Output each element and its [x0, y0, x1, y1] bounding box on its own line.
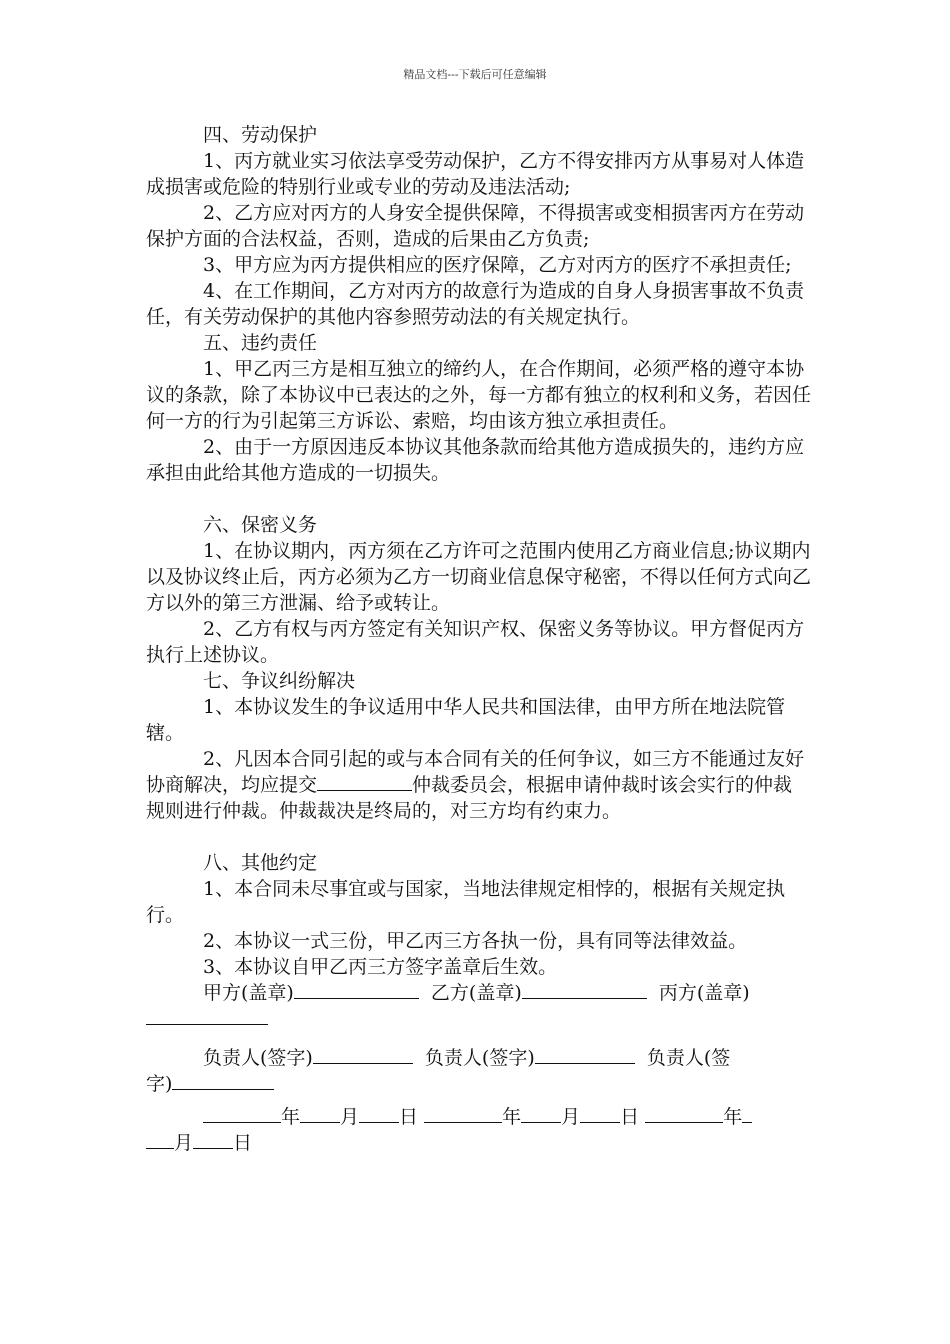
party-c-seal-blank: [146, 1006, 268, 1025]
signature-line: [146, 1045, 811, 1071]
party-a-seal-label: 甲方(盖章): [203, 982, 294, 1004]
section-title: 四、劳动保护: [203, 124, 318, 146]
year-label: 年: [281, 1106, 301, 1128]
section-title: 七、争议纠纷解决: [203, 670, 356, 692]
party-b-seal-label: 乙方(盖章): [430, 982, 522, 1004]
day-label: 日: [399, 1106, 419, 1128]
clause: 1、本协议发生的争议适用中华人民共和国法律，由甲方所在地法院管辖。: [146, 696, 786, 744]
clause: 1、本合同未尽事宜或与国家，当地法律规定相悖的，根据有关规定执行。: [146, 878, 786, 926]
seal-line: [146, 980, 811, 1006]
day-c-blank: [193, 1130, 233, 1149]
responsible-a-label: 负责人(签字): [203, 1047, 313, 1069]
year-a-blank: [203, 1104, 281, 1123]
section-title: 八、其他约定: [203, 852, 318, 874]
page-header: 精品文档---下载后可任意编辑: [403, 68, 547, 81]
clause: 1、丙方就业实习依法享受劳动保护，乙方不得安排丙方从事易对人体造成损害或危险的特别行业或专业的劳动及违法活动;: [146, 150, 805, 198]
year-label: 年: [723, 1106, 743, 1128]
year-c-blank: [645, 1104, 723, 1123]
month-label: 月: [174, 1132, 194, 1154]
section-title: 六、保密义务: [203, 514, 318, 536]
arbitration-text-after: 仲裁委员会，根据申请仲裁时该会实行的仲裁规则进行仲裁。仲裁裁决是终局的，对三方均有约束力。: [146, 774, 793, 822]
clause: 2、本协议一式三份，甲乙丙三方各执一份，具有同等法律效益。: [203, 930, 748, 952]
day-b-blank: [580, 1104, 620, 1123]
month-label: 月: [340, 1106, 360, 1128]
date-line-cont: [146, 1130, 811, 1156]
month-b-blank: [521, 1104, 561, 1123]
clause: 3、本协议自甲乙丙三方签字盖章后生效。: [203, 956, 558, 978]
responsible-b-blank: [535, 1045, 635, 1064]
responsible-c-label-tail: 字): [146, 1073, 173, 1095]
month-c-blank: [146, 1130, 174, 1149]
year-label: 年: [502, 1106, 522, 1128]
date-line: [146, 1104, 811, 1130]
clause: 2、由于一方原因违反本协议其他条款而给其他方造成损失的，违约方应承担由此给其他方造成的一切损失。: [146, 436, 805, 484]
month-c-blank-start: [742, 1104, 752, 1123]
arbitration-text-before: 2、凡因本合同引起的或与本合同有关的任何争议，如三方不能通过友好协商解决，均应提交: [146, 748, 805, 796]
day-label: 日: [620, 1106, 640, 1128]
signature-line-cont: [146, 1071, 811, 1097]
year-b-blank: [424, 1104, 502, 1123]
party-a-seal-blank: [294, 980, 419, 999]
responsible-c-label: 负责人(签: [646, 1047, 731, 1069]
section-title: 五、违约责任: [203, 332, 318, 354]
clause: 3、甲方应为丙方提供相应的医疗保障，乙方对丙方的医疗不承担责任;: [203, 254, 792, 276]
party-c-seal-label: 丙方(盖章): [658, 982, 750, 1004]
arbitration-blank: [317, 772, 412, 791]
clause-arbitration: [146, 746, 811, 824]
responsible-a-blank: [313, 1045, 413, 1064]
clause: 4、在工作期间，乙方对丙方的故意行为造成的自身人身损害事故不负责任，有关劳动保护的其他内容参照劳动法的有关规定执行。: [146, 280, 805, 328]
day-label: 日: [233, 1132, 253, 1154]
clause: 1、在协议期内，丙方须在乙方许可之范围内使用乙方商业信息;协议期内以及协议终止后，丙方必须为乙方一切商业信息保守秘密，不得以任何方式向乙方以外的第三方泄漏、给予或转让。: [146, 540, 812, 614]
party-b-seal-blank: [522, 980, 647, 999]
clause: 1、甲乙丙三方是相互独立的缔约人，在合作期间，必须严格的遵守本协议的条款，除了本协议中已表达的之外，每一方都有独立的权利和义务，若因任何一方的行为引起第三方诉讼、索赔，均由该方独立承担责任。: [146, 358, 812, 432]
month-a-blank: [300, 1104, 340, 1123]
month-label: 月: [561, 1106, 581, 1128]
clause: 2、乙方应对丙方的人身安全提供保障，不得损害或变相损害丙方在劳动保护方面的合法权益，否则，造成的后果由乙方负责;: [146, 202, 805, 250]
day-a-blank: [359, 1104, 399, 1123]
party-c-seal-line: [146, 1006, 811, 1032]
responsible-c-blank: [172, 1071, 274, 1090]
responsible-b-label: 负责人(签字): [424, 1047, 535, 1069]
clause: 2、乙方有权与丙方签定有关知识产权、保密义务等协议。甲方督促丙方执行上述协议。: [146, 618, 805, 666]
document-body: [146, 122, 811, 1156]
